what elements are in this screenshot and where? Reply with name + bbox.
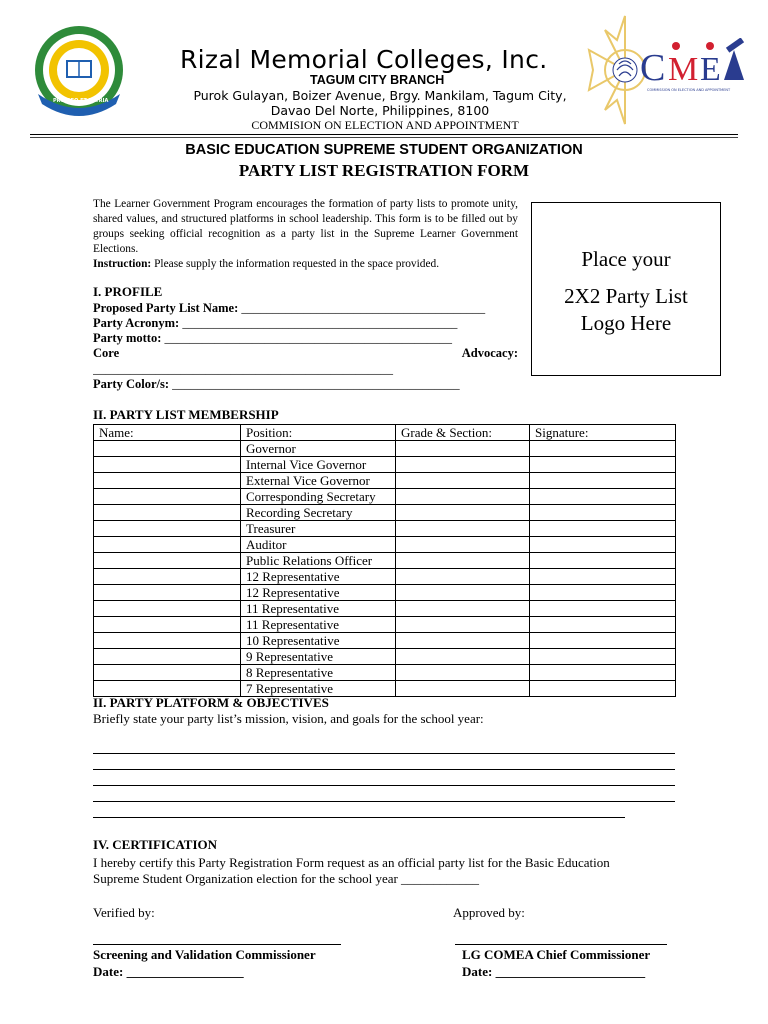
member-name-cell[interactable]	[94, 649, 241, 665]
member-signature-cell[interactable]	[530, 585, 676, 601]
member-name-cell[interactable]	[94, 489, 241, 505]
party-color-blank[interactable]: ______________________________________________	[169, 377, 460, 391]
member-position-cell: Recording Secretary	[241, 505, 396, 521]
member-name-cell[interactable]	[94, 569, 241, 585]
table-row	[94, 649, 676, 665]
member-position-cell: Auditor	[241, 537, 396, 553]
instruction-text: Please supply the information requested in the space provided.	[151, 258, 440, 270]
member-name-cell[interactable]	[94, 633, 241, 649]
comea-logo	[585, 10, 750, 128]
member-position-cell: 7 Representative	[241, 681, 396, 697]
member-position-cell: External Vice Governor	[241, 473, 396, 489]
member-grade-cell[interactable]	[396, 505, 530, 521]
member-position-cell: Public Relations Officer	[241, 553, 396, 569]
approver-title: LG COMEA Chief Commissioner	[462, 947, 651, 962]
member-signature-cell[interactable]	[530, 681, 676, 697]
platform-heading: II. PARTY PLATFORM & OBJECTIVES	[93, 695, 329, 710]
member-name-cell[interactable]	[94, 457, 241, 473]
party-motto-field[interactable]	[93, 331, 518, 346]
member-grade-cell[interactable]	[396, 665, 530, 681]
form-title: PARTY LIST REGISTRATION FORM	[238, 161, 530, 180]
member-position-cell: 8 Representative	[241, 665, 396, 681]
table-row	[94, 617, 676, 633]
member-grade-cell[interactable]	[396, 473, 530, 489]
member-position-cell: 10 Representative	[241, 633, 396, 649]
intro-block	[93, 197, 518, 272]
approver-date-field[interactable]	[462, 964, 645, 980]
org-heading: BASIC EDUCATION SUPREME STUDENT ORGANIZATION	[185, 142, 583, 158]
verifier-signature-line[interactable]	[93, 944, 341, 945]
member-position-cell: 11 Representative	[241, 617, 396, 633]
verified-by-label: Verified by:	[93, 905, 155, 920]
platform-line-5[interactable]	[93, 817, 625, 818]
member-grade-cell[interactable]	[396, 489, 530, 505]
table-row	[94, 665, 676, 681]
certification-heading: IV. CERTIFICATION	[93, 837, 218, 852]
member-signature-cell[interactable]	[530, 457, 676, 473]
svg-text:M: M	[668, 51, 699, 88]
verifier-date-field[interactable]	[93, 964, 244, 980]
advocacy-label: Advocacy:	[461, 346, 518, 360]
party-name-label: Proposed Party List Name:	[93, 301, 239, 315]
party-color-field[interactable]	[93, 377, 518, 392]
party-name-field[interactable]	[93, 301, 518, 316]
member-name-cell[interactable]	[94, 601, 241, 617]
membership-table	[93, 424, 676, 697]
member-position-cell: 9 Representative	[241, 649, 396, 665]
member-signature-cell[interactable]	[530, 441, 676, 457]
member-grade-cell[interactable]	[396, 649, 530, 665]
party-acronym-blank[interactable]: ____________________________________________	[179, 316, 458, 330]
platform-line-4[interactable]	[93, 801, 675, 802]
verifier-date-blank[interactable]: __________________	[123, 964, 244, 979]
table-row	[94, 457, 676, 473]
party-name-blank[interactable]: _______________________________________	[238, 301, 486, 315]
member-name-cell[interactable]	[94, 505, 241, 521]
member-signature-cell[interactable]	[530, 489, 676, 505]
table-row	[94, 633, 676, 649]
col-header-position: Position:	[241, 425, 396, 441]
member-name-cell[interactable]	[94, 521, 241, 537]
school-seal-logo	[30, 24, 128, 122]
member-grade-cell[interactable]	[396, 553, 530, 569]
certification-text-1: I hereby certify this Party Registration Form request as an official party list for the Basic Education	[93, 855, 610, 870]
core-advocacy-field[interactable]	[93, 346, 518, 361]
intro-paragraph: The Learner Government Program encourages the formation of party lists to promote unity, shared values, and structured platforms in school leadership. This form is to be filled out by groups seeking official recognition as a party list in the Supreme Learner Government Elections.	[93, 198, 518, 255]
member-grade-cell[interactable]	[396, 569, 530, 585]
member-signature-cell[interactable]	[530, 521, 676, 537]
table-row	[94, 521, 676, 537]
party-acronym-label: Party Acronym:	[93, 316, 180, 330]
school-seal-icon	[30, 24, 128, 122]
seal-motto: PRO DEO ET PATRIA	[53, 98, 109, 104]
member-signature-cell[interactable]	[530, 473, 676, 489]
member-position-cell: Internal Vice Governor	[241, 457, 396, 473]
address-line-2: Davao Del Norte, Philippines, 8100	[270, 103, 490, 118]
table-row	[94, 585, 676, 601]
party-color-label: Party Color/s:	[93, 377, 170, 391]
member-signature-cell[interactable]	[530, 633, 676, 649]
logo-box-line-1: Place your	[581, 247, 671, 271]
comea-subtitle: COMMISSION ON ELECTION AND APPOINTMENT	[647, 88, 731, 92]
platform-line-2[interactable]	[93, 769, 675, 770]
member-position-cell: Treasurer	[241, 521, 396, 537]
member-name-cell[interactable]	[94, 665, 241, 681]
member-signature-cell[interactable]	[530, 665, 676, 681]
core-advocacy-blank[interactable]: ________________________________________________	[93, 362, 393, 376]
instruction-line	[93, 257, 518, 272]
logo-box-line-3: Logo Here	[580, 311, 672, 335]
party-acronym-field[interactable]	[93, 316, 518, 331]
member-signature-cell[interactable]	[530, 537, 676, 553]
member-position-cell: Corresponding Secretary	[241, 489, 396, 505]
approved-by-label: Approved by:	[453, 905, 525, 920]
table-row	[94, 489, 676, 505]
member-position-cell: Governor	[241, 441, 396, 457]
member-name-cell[interactable]	[94, 537, 241, 553]
col-header-signature: Signature:	[530, 425, 676, 441]
table-row	[94, 553, 676, 569]
comea-wordmark-icon	[640, 38, 750, 93]
profile-heading: I. PROFILE	[93, 284, 163, 299]
member-signature-cell[interactable]	[530, 601, 676, 617]
col-header-grade: Grade & Section:	[396, 425, 530, 441]
member-signature-cell[interactable]	[530, 553, 676, 569]
member-name-cell[interactable]	[94, 553, 241, 569]
member-signature-cell[interactable]	[530, 569, 676, 585]
approver-date-blank[interactable]: _______________________	[492, 964, 646, 979]
table-header-row	[94, 425, 676, 441]
verifier-title: Screening and Validation Commissioner	[93, 947, 316, 962]
core-label: Core	[93, 346, 120, 360]
member-grade-cell[interactable]	[396, 457, 530, 473]
table-row	[94, 505, 676, 521]
logo-box-line-2: 2X2 Party List	[564, 284, 688, 308]
verifier-date-label: Date:	[93, 964, 124, 979]
address-line-1: Purok Gulayan, Boizer Avenue, Brgy. Mankilam, Tagum City,	[193, 88, 567, 103]
member-grade-cell[interactable]	[396, 585, 530, 601]
member-grade-cell[interactable]	[396, 441, 530, 457]
party-motto-label: Party motto:	[93, 331, 162, 345]
member-signature-cell[interactable]	[530, 617, 676, 633]
member-signature-cell[interactable]	[530, 505, 676, 521]
membership-heading: II. PARTY LIST MEMBERSHIP	[93, 407, 279, 422]
school-name: Rizal Memorial Colleges, Inc.	[180, 45, 548, 74]
table-row	[94, 441, 676, 457]
member-grade-cell[interactable]	[396, 537, 530, 553]
svg-text:E: E	[700, 51, 721, 88]
platform-prompt: Briefly state your party list’s mission, vision, and goals for the school year:	[93, 711, 484, 726]
member-grade-cell[interactable]	[396, 633, 530, 649]
member-position-cell: 11 Representative	[241, 601, 396, 617]
member-grade-cell[interactable]	[396, 601, 530, 617]
member-grade-cell[interactable]	[396, 681, 530, 697]
branch-name: TAGUM CITY BRANCH	[310, 73, 445, 87]
table-row	[94, 601, 676, 617]
approver-date-label: Date:	[462, 964, 493, 979]
instruction-label: Instruction:	[93, 258, 152, 270]
party-motto-blank[interactable]: ______________________________________________	[161, 331, 452, 345]
member-signature-cell[interactable]	[530, 649, 676, 665]
svg-text:C: C	[640, 47, 666, 89]
table-row	[94, 473, 676, 489]
logo-placeholder-box[interactable]	[531, 202, 721, 376]
member-grade-cell[interactable]	[396, 617, 530, 633]
platform-line-3[interactable]	[93, 785, 675, 786]
col-header-name: Name:	[94, 425, 241, 441]
member-name-cell[interactable]	[94, 441, 241, 457]
member-name-cell[interactable]	[94, 585, 241, 601]
member-grade-cell[interactable]	[396, 521, 530, 537]
member-position-cell: 12 Representative	[241, 569, 396, 585]
table-row	[94, 569, 676, 585]
platform-line-1[interactable]	[93, 753, 675, 754]
table-row	[94, 537, 676, 553]
approver-signature-line[interactable]	[455, 944, 667, 945]
member-position-cell: 12 Representative	[241, 585, 396, 601]
member-name-cell[interactable]	[94, 617, 241, 633]
member-name-cell[interactable]	[94, 473, 241, 489]
certification-text-2[interactable]: Supreme Student Organization election for the school year ____________	[93, 871, 480, 886]
commission-name: COMMISION ON ELECTION AND APPOINTMENT	[251, 118, 519, 132]
